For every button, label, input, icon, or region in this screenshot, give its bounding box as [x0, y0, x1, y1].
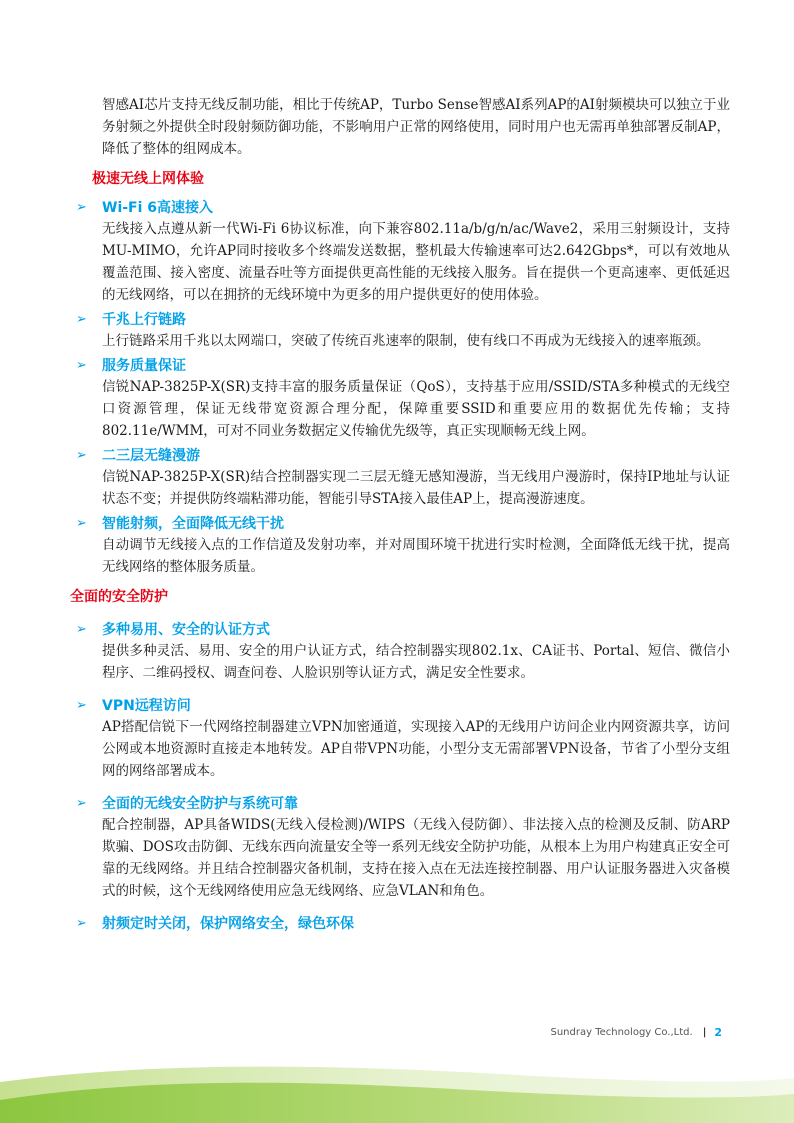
item-body: AP搭配信锐下一代网络控制器建立VPN加密通道，实现接入AP的无线用户访问企业内网资源共享，访问公网或本地资源时直接走本地转发。AP自带VPN功能，小型分支无需部署VPN设备，节省了小型分支组网的网络部署成本。: [102, 719, 730, 779]
page-content: [70, 94, 730, 934]
list-item: [70, 354, 730, 442]
arrow-right-icon: ➢: [76, 915, 87, 931]
item-title: 服务质量保证: [102, 358, 186, 374]
section-title-wireless: 极速无线上网体验: [92, 171, 204, 187]
item-title: Wi-Fi 6高速接入: [102, 200, 214, 216]
footer-wave-decoration: [0, 1060, 794, 1123]
item-body: 提供多种灵活、易用、安全的用户认证方式，结合控制器实现802.1x、CA证书、Portal、短信、微信小程序、二维码授权、调查问卷、人脸识别等认证方式，满足安全性要求。: [102, 643, 730, 681]
item-title: 二三层无缝漫游: [102, 448, 200, 464]
item-title: 全面的无线安全防护与系统可靠: [102, 796, 298, 812]
item-body: 信锐NAP-3825P-X(SR)结合控制器实现二三层无缝无感知漫游，当无线用户漫游时，保持IP地址与认证状态不变；并提供防终端粘滞功能，智能引导STA接入最佳AP上，提高漫游速度。: [102, 469, 730, 507]
item-body: 自动调节无线接入点的工作信道及发射功率，并对周围环境干扰进行实时检测，全面降低无线干扰，提高无线网络的整体服务质量。: [102, 537, 730, 575]
page-number: 2: [714, 1026, 722, 1039]
list-item: [70, 694, 730, 782]
list-item: [70, 308, 730, 352]
arrow-right-icon: ➢: [76, 515, 87, 531]
list-item: [70, 196, 730, 306]
list-item: [70, 512, 730, 578]
arrow-right-icon: ➢: [76, 621, 87, 637]
item-body: 上行链路采用千兆以太网端口，突破了传统百兆速率的限制，使有线口不再成为无线接入的速率瓶颈。: [102, 333, 710, 349]
section-title-security: 全面的安全防护: [70, 589, 168, 605]
arrow-right-icon: ➢: [76, 357, 87, 373]
list-item: [70, 444, 730, 510]
item-title: VPN远程访问: [102, 698, 191, 714]
arrow-right-icon: ➢: [76, 199, 87, 215]
footer-separator: |: [702, 1027, 707, 1038]
arrow-right-icon: ➢: [76, 697, 87, 713]
arrow-right-icon: ➢: [76, 795, 87, 811]
item-body: 配合控制器，AP具备WIDS(无线入侵检测)/WIPS（无线入侵防御）、非法接入点的检测及反制、防ARP欺骗、DOS攻击防御、无线东西向流量安全等一系列无线安全防护功能，从根本上为用户构建真正安全可靠的无线网络。并且结合控制器灾备机制，支持在接入点在无法连接控制器、用户认证服务器进入灾备模式的时候，这个无线网络使用应急无线网络、应急VLAN和角色。: [102, 817, 730, 899]
item-title: 多种易用、安全的认证方式: [102, 622, 270, 638]
item-title: 智能射频，全面降低无线干扰: [102, 516, 284, 532]
list-item: [70, 912, 730, 934]
item-title: 千兆上行链路: [102, 312, 186, 328]
arrow-right-icon: ➢: [76, 447, 87, 463]
list-item: [70, 792, 730, 902]
arrow-right-icon: ➢: [76, 311, 87, 327]
intro-paragraph: 智感AI芯片支持无线反制功能，相比于传统AP，Turbo Sense智感AI系列AP的AI射频模块可以独立于业务射频之外提供全时段射频防御功能，不影响用户正常的网络使用，同时用户也无需再单独部署反制AP，降低了整体的组网成本。: [102, 97, 730, 157]
item-body: 信锐NAP-3825P-X(SR)支持丰富的服务质量保证（QoS），支持基于应用/SSID/STA多种模式的无线空口资源管理，保证无线带宽资源合理分配，保障重要SSID和重要应用的数据优先传输；支持802.11e/WMM，可对不同业务数据定义传输优先级等，真正实现顺畅无线上网。: [102, 379, 730, 439]
list-item: [70, 618, 730, 684]
company-name: Sundray Technology Co.,Ltd.: [550, 1027, 693, 1038]
item-body: 无线接入点遵从新一代Wi-Fi 6协议标准，向下兼容802.11a/b/g/n/ac/Wave2，采用三射频设计，支持MU-MIMO，允许AP同时接收多个终端发送数据，整机最大传输速率可达2.642Gbps*，可以有效地从覆盖范围、接入密度、流量吞吐等方面提供更高性能的无线接入服务。旨在提供一个更高速率、更低延迟的无线网络，可以在拥挤的无线环境中为更多的用户提供更好的使用体验。: [102, 221, 730, 303]
page-footer: [550, 1026, 722, 1039]
item-title: 射频定时关闭，保护网络安全，绿色环保: [102, 916, 354, 932]
